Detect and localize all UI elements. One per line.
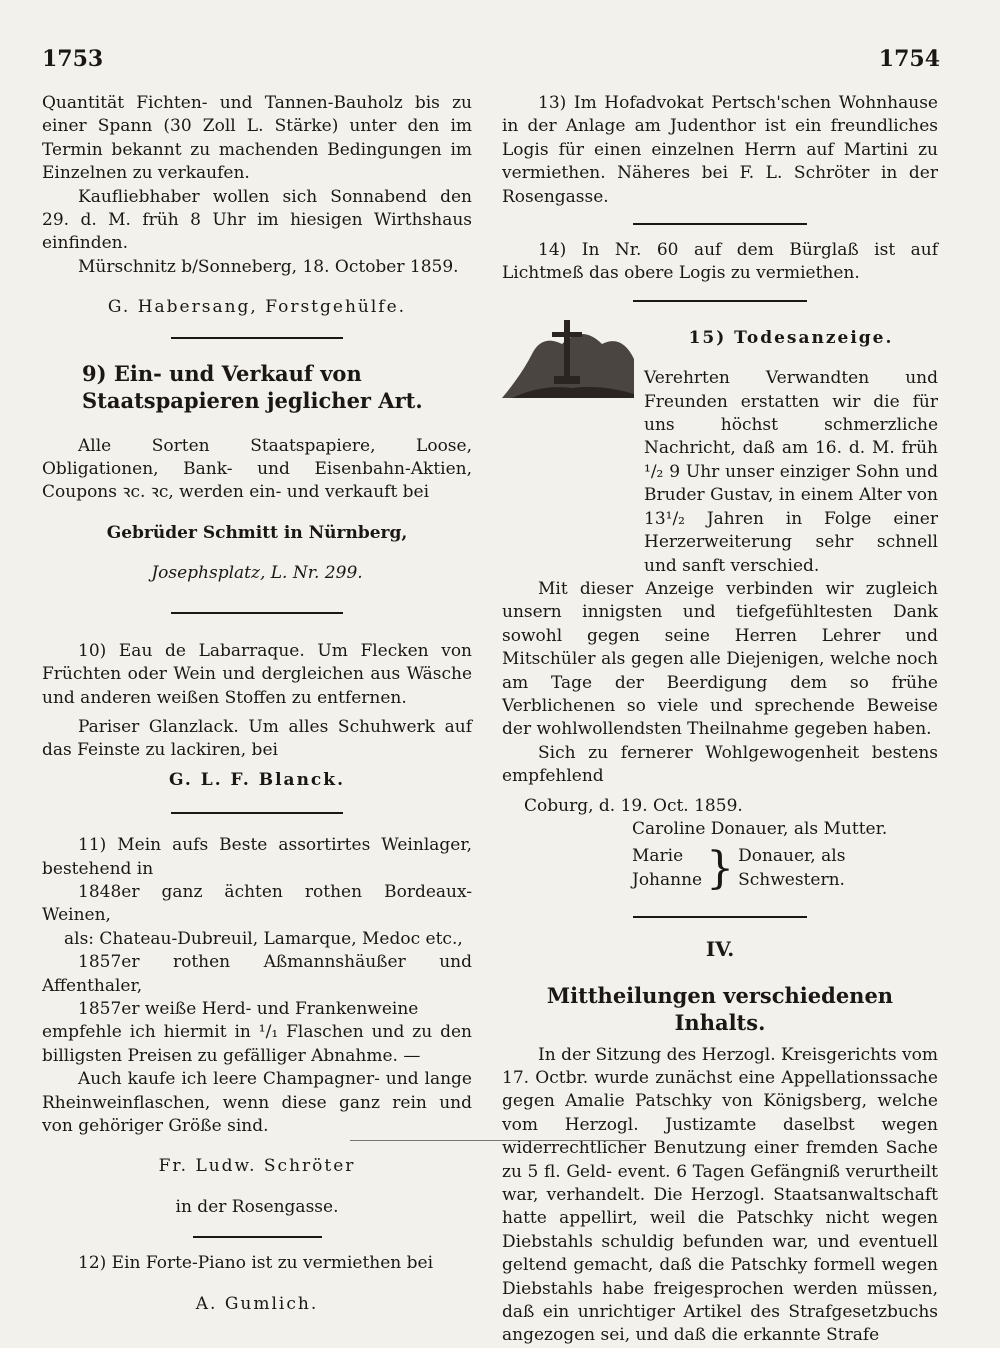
sister-name-marie: Marie	[632, 846, 684, 867]
securities-title: 9) Ein- und Verkauf von Staatspapieren jeglicher Art.	[82, 360, 423, 413]
blanck-signature: G. L. F. Blanck.	[169, 769, 345, 790]
wine-line-2: als: Chateau-Dubreuil, Lamarque, Medoc etc.,	[64, 928, 463, 949]
divider	[171, 812, 343, 814]
divider	[633, 300, 807, 302]
labarraque-text: 10) Eau de Labarraque. Um Flecken von Früchten oder Wein und dergleichen aus Wäsche und anderen weißen Stoffen zu entfernen.	[42, 640, 472, 708]
wine-line-3: 1857er rothen Aßmannshäußer und Affenthaler,	[42, 952, 472, 996]
timber-sale-text: Quantität Fichten- und Tannen-Bauholz bis zu einer Spann (30 Zoll L. Stärke) unter den im Termin bekannt zu machenden Bedingungen im Einzelnen zu verkaufen.	[42, 93, 472, 184]
death-place: Coburg, d. 19. Oct. 1859.	[524, 795, 743, 816]
sisters-signature	[502, 842, 938, 894]
brace-icon: }	[706, 842, 735, 894]
divider	[633, 223, 807, 225]
gumlich-signature: A. Gumlich.	[195, 1293, 319, 1314]
death-title: 15) Todesanzeige.	[688, 327, 894, 348]
schroeter-address: in der Rosengasse.	[175, 1196, 339, 1217]
lodging-text-2: 14) In Nr. 60 auf dem Bürglaß ist auf Lichtmeß das obere Logis zu vermiethen.	[502, 240, 938, 284]
piano-text: 12) Ein Forte-Piano ist zu vermiethen bei	[78, 1253, 434, 1274]
divider	[633, 916, 807, 918]
securities-address: Josephsplatz, L. Nr. 299.	[151, 563, 363, 584]
securities-text: Alle Sorten Staatspapiere, Loose, Obligationen, Bank- und Eisenbahn-Aktien, Coupons ꝛc. ꝛc, werden ein- und verkauft bei	[42, 435, 472, 503]
divider	[171, 337, 343, 339]
wine-text-3: Auch kaufe ich leere Champagner- und lange Rheinweinflaschen, wenn diese ganz rein und von gehöriger Größe sind.	[42, 1069, 472, 1136]
death-text: Verehrten Verwandten und Freunden erstatten wir die für uns höchst schmerzliche Nachricht, daß am 16. d. M. früh ¹/₂ 9 Uhr unser einziger Sohn und Bruder Gustav, in einem Alter von 13¹/₂ Jahren in Folge einer Herzerweiterung sehr schnell und sanft verschied.	[644, 368, 938, 576]
schroeter-signature: Fr. Ludw. Schröter	[158, 1156, 356, 1177]
right-column	[502, 92, 938, 1348]
divider	[171, 612, 343, 614]
timber-sale-signature: G. Habersang, Forstgehülfe.	[107, 297, 407, 318]
wine-text: 11) Mein aufs Beste assortirtes Weinlager, bestehend in	[42, 835, 472, 879]
section-number: IV.	[705, 937, 735, 962]
death-closing: Sich zu fernerer Wohlgewogenheit bestens empfehlend	[502, 742, 938, 787]
divider	[193, 1236, 322, 1238]
section-title: Mittheilungen verschiedenen Inhalts.	[546, 982, 894, 1035]
death-thanks: Mit dieser Anzeige verbinden wir zugleich unsern innigsten und tiefgefühltesten Dank sowohl gegen seine Herren Lehrer und Mitschüler als gegen alle Diejenigen, welche noch am Tage der Beerdigung dem so frühe Verblichenen so viele und sprechende Beweise der wohlwollendsten Theilnahme gegeben haben.	[502, 578, 938, 740]
timber-sale-text-2: Kaufliebhaber wollen sich Sonnabend den 29. d. M. früh 8 Uhr im hiesigen Wirthshaus einfinden.	[42, 186, 472, 254]
sisters-role: Donauer, als Schwestern.	[738, 846, 846, 890]
timber-sale-place: Mürschnitz b/Sonneberg, 18. October 1859.	[78, 256, 459, 277]
page-number-right: 1754	[878, 46, 940, 72]
court-report-text: In der Sitzung des Herzogl. Kreisgerichts vom 17. Octbr. wurde zunächst eine Appellationssache gegen Amalie Patschky von Königsberg, welche vom Herzogl. Justizamte daselbst wegen widerrechtlicher Benutzung einer fremden Sache zu 5 fl. Geld- event. 6 Tagen Gefängniß verurtheilt war, verhandelt. Die Herzogl. Staatsanwaltschaft hatte appellirt, weil die Patschky nicht wegen Diebstahls schuldig befunden war, und eventuell geltend gemacht, daß die Patschky formell wegen Diebstahls habe freigesprochen werden müssen, daß ein unrichtiger Artikel des Strafgesetzbuchs angezogen sei, und daß die erkannte Strafe	[502, 1044, 938, 1346]
wine-line-1: 1848er ganz ächten rothen Bordeaux-Weinen,	[42, 881, 472, 926]
securities-firm: Gebrüder Schmitt in Nürnberg,	[106, 522, 408, 543]
cross-illustration	[502, 314, 634, 398]
lodging-text: 13) Im Hofadvokat Pertsch'schen Wohnhause in der Anlage am Judenthor ist ein freundliches Logis für einen einzelnen Herrn auf Martini zu vermiethen. Näheres bei F. L. Schröter in der Rosengasse.	[502, 93, 938, 207]
wine-text-2: empfehle ich hiermit in ¹/₁ Flaschen und zu den billigsten Preisen zu gefälliger Abnahme. —	[42, 1022, 472, 1066]
death-notice	[502, 310, 938, 578]
page-number-left: 1753	[42, 46, 104, 72]
glanzlack-text: Pariser Glanzlack. Um alles Schuhwerk auf das Feinste zu lackiren, bei	[42, 716, 472, 761]
wine-line-4: 1857er weiße Herd- und Frankenweine	[78, 998, 419, 1019]
page-bottom-rule	[350, 1140, 640, 1141]
sister-name-johanne: Johanne	[632, 869, 703, 890]
mother-signature: Caroline Donauer, als Mutter.	[632, 818, 888, 839]
left-column	[42, 92, 472, 1333]
